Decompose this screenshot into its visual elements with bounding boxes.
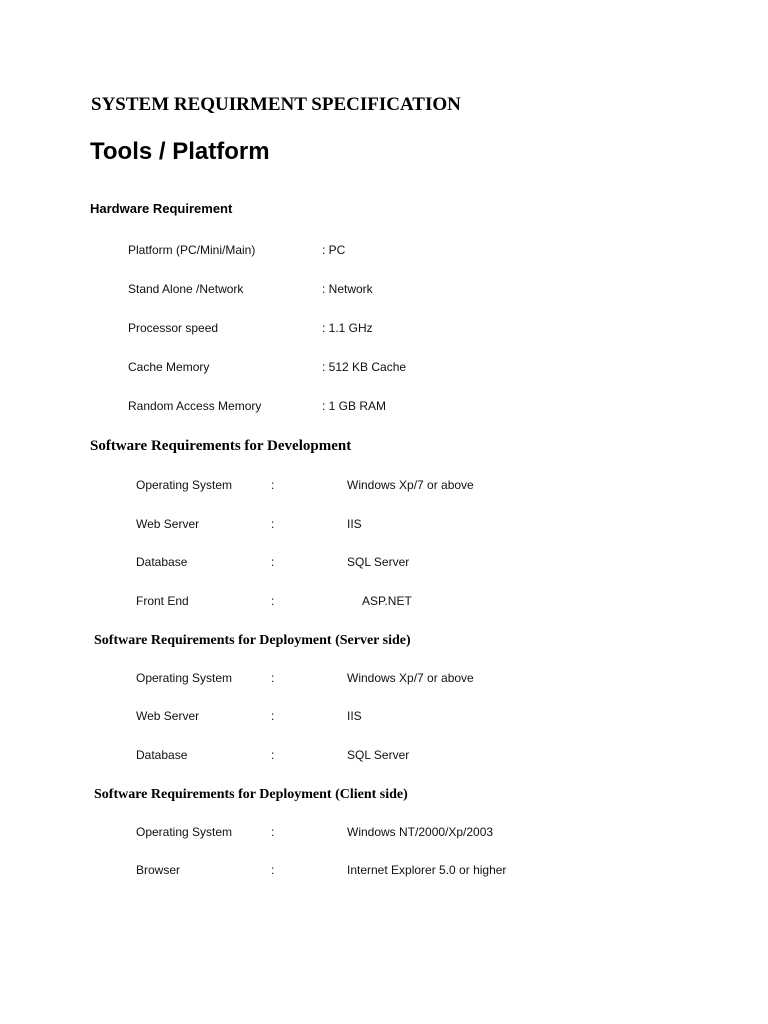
hardware-row-value: : 1 GB RAM — [322, 399, 387, 413]
requirement-label: Database — [136, 555, 188, 569]
hardware-row-label: Processor speed — [128, 321, 219, 335]
software-server-heading: Software Requirements for Deployment (Server side) — [94, 633, 411, 648]
requirement-label: Operating System — [136, 671, 233, 685]
hardware-row-label: Cache Memory — [128, 360, 210, 374]
hardware-row-value: : PC — [322, 243, 346, 257]
requirement-value: SQL Server — [347, 748, 410, 762]
hardware-row-label: Platform (PC/Mini/Main) — [128, 243, 256, 257]
requirement-separator: : — [271, 863, 275, 877]
requirement-label: Operating System — [136, 478, 233, 492]
requirement-label: Front End — [136, 594, 189, 608]
requirement-label: Operating System — [136, 825, 233, 839]
requirement-label: Web Server — [136, 517, 200, 531]
hardware-row-value: : 1.1 GHz — [322, 321, 373, 335]
requirement-separator: : — [271, 517, 275, 531]
requirement-separator: : — [271, 555, 275, 569]
requirement-separator: : — [271, 671, 275, 685]
document-main-title: SYSTEM REQUIRMENT SPECIFICATION — [91, 94, 461, 115]
requirement-value: Internet Explorer 5.0 or higher — [347, 863, 507, 877]
requirement-label: Web Server — [136, 709, 200, 723]
requirement-label: Browser — [136, 863, 181, 877]
document-subtitle: Tools / Platform — [90, 138, 270, 165]
software-development-heading: Software Requirements for Development — [90, 438, 352, 454]
software-client-heading: Software Requirements for Deployment (Client side) — [94, 787, 408, 802]
requirement-separator: : — [271, 825, 275, 839]
requirement-separator: : — [271, 748, 275, 762]
hardware-row-value: : Network — [322, 282, 373, 296]
hardware-row-label: Stand Alone /Network — [128, 282, 244, 296]
requirement-separator: : — [271, 709, 275, 723]
requirement-label: Database — [136, 748, 188, 762]
requirement-separator: : — [271, 478, 275, 492]
requirement-separator: : — [271, 594, 275, 608]
requirement-value: IIS — [347, 517, 362, 531]
requirement-value: Windows Xp/7 or above — [347, 478, 474, 492]
requirement-value: Windows NT/2000/Xp/2003 — [347, 825, 494, 839]
requirement-value: SQL Server — [347, 555, 410, 569]
hardware-row-value: : 512 KB Cache — [322, 360, 407, 374]
hardware-row-label: Random Access Memory — [128, 399, 262, 413]
requirement-value: ASP.NET — [362, 594, 412, 608]
requirement-value: IIS — [347, 709, 362, 723]
hardware-heading: Hardware Requirement — [90, 201, 233, 216]
requirement-value: Windows Xp/7 or above — [347, 671, 474, 685]
